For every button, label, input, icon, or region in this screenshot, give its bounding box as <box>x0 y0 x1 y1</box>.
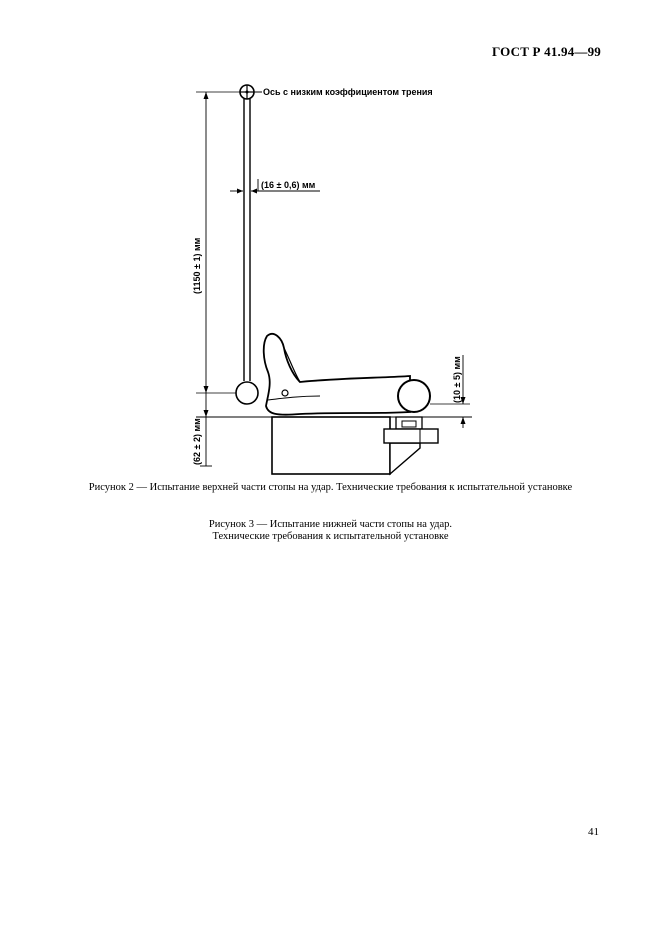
figure-3-caption-line2: Технические требования к испытательной установке <box>212 531 449 542</box>
axis-label: Ось с низким коэффициентом трения <box>263 87 433 97</box>
foot-shape <box>264 334 430 415</box>
rod-diameter-label: (16 ± 0,6) мм <box>261 180 316 190</box>
figure-3-caption <box>0 519 661 543</box>
pivot-axis <box>240 85 254 99</box>
rod-length-dimension <box>196 92 240 393</box>
figure-3-caption-line1: Рисунок 3 — Испытание нижней части стопы на удар. <box>208 519 453 530</box>
foot-clamp <box>384 417 438 443</box>
lower-height-label: (62 ± 2) мм <box>192 418 202 465</box>
ball-height-label: (10 ± 5) мм <box>452 356 462 403</box>
figure-2-caption: Рисунок 2 — Испытание верхней части стопы на удар. Технические требования к испытательной установке <box>88 482 573 493</box>
pendulum-rod <box>244 99 250 381</box>
document-code: ГОСТ Р 41.94—99 <box>492 44 601 59</box>
rod-length-label: (1150 ± 1) мм <box>192 237 202 294</box>
ball-height-dimension <box>430 355 470 428</box>
impactor-ball <box>236 382 258 404</box>
lower-height-dimension <box>196 393 272 466</box>
page-number: 41 <box>588 826 599 838</box>
